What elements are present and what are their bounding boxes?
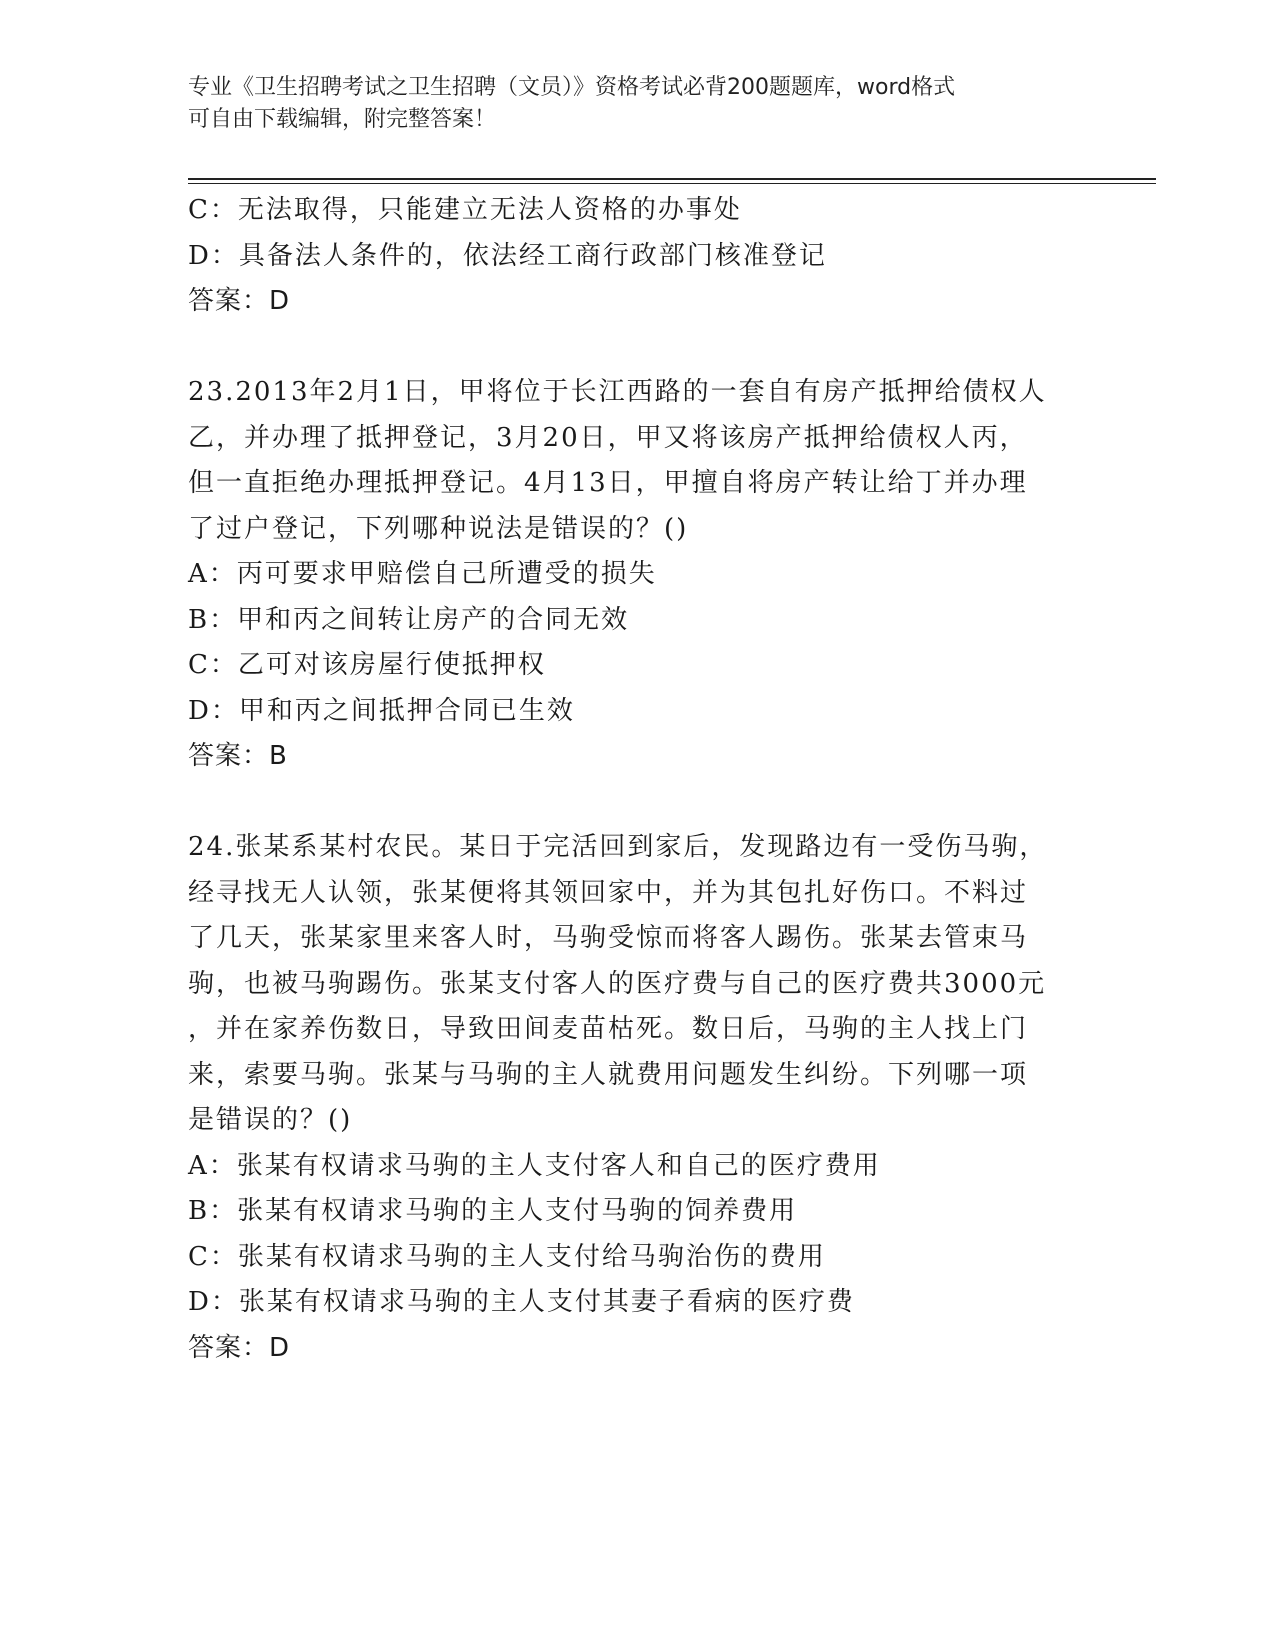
header-title-line-2: 可自由下载编辑，附完整答案！ [188, 107, 497, 132]
question-24 [188, 825, 1088, 1371]
q23-option-d: D：甲和丙之间抵押合同已生效 [188, 695, 575, 726]
q23-stem-line: 但一直拒绝办理抵押登记。4月13日，甲擅自将房产转让给丁并办理 [188, 468, 1028, 498]
q24-stem-line: 了几天，张某家里来客人时，马驹受惊而将客人踢伤。张某去管束马 [188, 923, 1029, 953]
prev-option-d: D：具备法人条件的，依法经工商行政部门核准登记 [188, 240, 827, 271]
q24-stem-line: 经寻找无人认领，张某便将其领回家中，并为其包扎好伤口。不料过 [188, 877, 1029, 908]
q24-stem-line: 是错误的？() [188, 1105, 353, 1135]
q24-stem-line: ，并在家养伤数日，导致田间麦苗枯死。数日后，马驹的主人找上门 [188, 1014, 1029, 1044]
q23-option-c: C：乙可对该房屋行使抵押权 [188, 650, 546, 680]
q24-answer: 答案：D [188, 1332, 291, 1363]
q24-stem-line: 来，索要马驹。张某与马驹的主人就费用问题发生纠纷。下列哪一项 [188, 1059, 1029, 1090]
q23-stem-line: 乙，并办理了抵押登记，3月20日，甲又将该房产抵押给债权人丙， [188, 422, 1028, 453]
prev-answer: 答案：D [188, 286, 291, 316]
q24-stem-line: 24.张某系某村农民。某日于完活回到家后，发现路边有一受伤马驹， [188, 832, 1048, 862]
header-title-line-1: 专业《卫生招聘考试之卫生招聘（文员）》资格考试必背200题题库，word格式 [188, 75, 956, 100]
q23-option-b: B：甲和丙之间转让房产的合同无效 [188, 604, 630, 635]
q24-option-c: C：张某有权请求马驹的主人支付给马驹治伤的费用 [188, 1241, 826, 1272]
prev-option-c: C：无法取得，只能建立无法人资格的办事处 [188, 195, 742, 225]
page-header [188, 72, 1088, 136]
q23-option-a: A：丙可要求甲赔偿自己所遭受的损失 [188, 559, 657, 589]
q24-option-a: A：张某有权请求马驹的主人支付客人和自己的医疗费用 [188, 1150, 881, 1181]
q24-stem-line: 驹，也被马驹踢伤。张某支付客人的医疗费与自己的医疗费共3000元 [188, 968, 1047, 999]
spacer [188, 780, 1088, 826]
q23-stem-line: 23.2013年2月1日，甲将位于长江西路的一套自有房产抵押给债权人 [188, 377, 1047, 407]
header-divider-thick [188, 178, 1156, 180]
q24-option-b: B：张某有权请求马驹的主人支付马驹的饲养费用 [188, 1196, 798, 1226]
q24-option-d: D：张某有权请求马驹的主人支付其妻子看病的医疗费 [188, 1287, 855, 1317]
spacer [188, 325, 1088, 371]
question-content [188, 188, 1088, 1371]
q23-stem-line: 了过户登记，下列哪种说法是错误的？() [188, 513, 689, 544]
header-divider-thin [188, 183, 1156, 184]
question-23 [188, 370, 1088, 780]
q23-answer: 答案：B [188, 741, 288, 771]
